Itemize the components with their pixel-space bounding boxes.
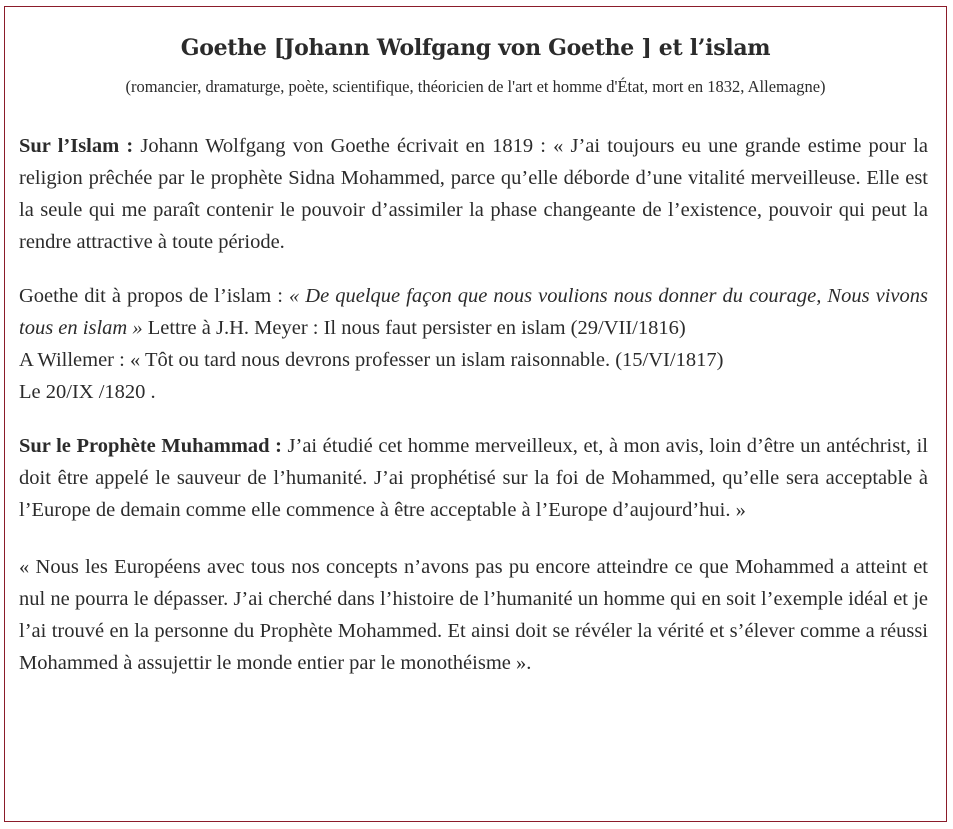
document-frame xyxy=(4,6,947,822)
quote-italic: « De quelque façon que nous voulions nous donner du courage, Nous vivons tous en islam » xyxy=(19,285,928,339)
section-label-prophet: Sur le Prophète Muhammad : xyxy=(19,435,282,457)
document-subtitle: (romancier, dramaturge, poète, scientifique, théoricien de l'art et homme d'État, mort en 1832, Allemagne) xyxy=(125,77,826,96)
document-title: Goethe [Johann Wolfgang von Goethe ] et l’islam xyxy=(180,35,771,61)
paragraph-prophet-text: J’ai étudié cet homme merveilleux, et, à mon avis, loin d’être un antéchrist, il doit être appelé le sauveur de l’humanité. J’ai prophétisé sur la foi de Mohammed, qu’elle sera acceptable à l’Europe de demain comme elle commence à être acceptable à l’Europe d’aujourd’hui. » xyxy=(19,435,928,521)
document-body xyxy=(19,130,928,679)
quote-intro: Goethe dit à propos de l’islam : xyxy=(19,285,289,307)
paragraph-date: Le 20/IX /1820 . xyxy=(19,381,156,403)
section-label-islam: Sur l’Islam : xyxy=(19,135,134,157)
paragraph-goethe-quote xyxy=(19,280,928,344)
paragraph-prophet xyxy=(19,430,928,526)
paragraph-islam xyxy=(19,130,928,258)
meyer-letter: Lettre à J.H. Meyer : Il nous faut persister en islam (29/VII/1816) xyxy=(142,317,686,339)
paragraph-europeans: « Nous les Européens avec tous nos concepts n’avons pas pu encore atteindre ce que Mohammed a atteint et nul ne pourra le dépasser. J’ai cherché dans l’histoire de l’humanité un homme qui en soit l’exemple idéal et je l’ai trouvé en la personne du Prophète Mohammed. Et ainsi doit se révéler la vérité et s’élever comme a réussi Mohammed à assujettir le monde entier par le monothéisme ». xyxy=(19,556,928,674)
paragraph-islam-text: Johann Wolfgang von Goethe écrivait en 1819 : « J’ai toujours eu une grande estime pour la religion prêchée par le prophète Sidna Mohammed, parce qu’elle déborde d’une vitalité merveilleuse. Elle est la seule qui me paraît contenir le pouvoir d’assimiler la phase changeante de l’existence, pouvoir qui peut la rendre attractive à toute période. xyxy=(19,135,929,253)
paragraph-willemer: A Willemer : « Tôt ou tard nous devrons professer un islam raisonnable. (15/VI/1817) xyxy=(19,349,724,371)
